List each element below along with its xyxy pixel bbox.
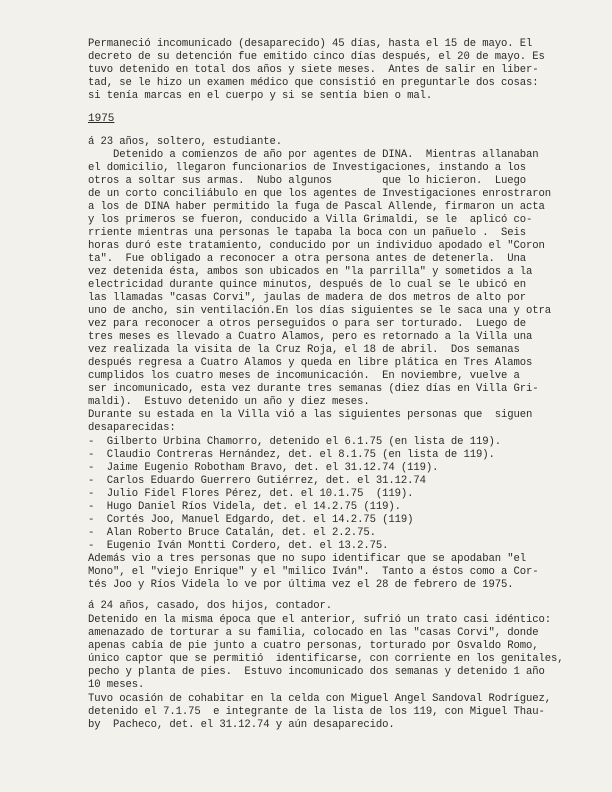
list-item: - Jaime Eugenio Robotham Bravo, det. el 31.12.74 (119).: [88, 462, 439, 474]
case-2-line: Tuvo ocasión de cohabitar en la celda con Miguel Angel Sandoval Rodríguez,: [88, 693, 552, 705]
case-2-line: by Pacheco, det. el 31.12.74 y aún desaparecido.: [88, 719, 395, 731]
case-1-line: Durante su estada en la Villa vió a las siguientes personas que siguen: [88, 409, 533, 421]
case-1-line: y los primeros se fueron, conducido a Villa Grimaldi, se le aplicó co-: [88, 214, 533, 226]
case-1-line: el domicilio, llegaron funcionarios de Investigaciones, instando a los: [88, 162, 527, 174]
list-item: - Alan Roberto Bruce Catalán, det. el 2.2.75.: [88, 527, 376, 539]
case-2-line: apenas cabía de pie junto a cuatro personas, torturado por Osvaldo Romo,: [88, 640, 539, 652]
case-2-line: amenazado de torturar a su familia, colocado en las "casas Corvi", donde: [88, 627, 539, 639]
case-2-line: único captor que se permitió identificarse, con corriente en los genitales,: [88, 653, 564, 665]
case-1-line: tres meses es llevado a Cuatro Alamos, pero es retornado a la Villa una: [88, 331, 533, 343]
intro-line: si tenía marcas en el cuerpo y si se sentía bien o mal.: [88, 90, 433, 102]
case-2-line: Detenido en la misma época que el anterior, sufrió un trato casi idéntico:: [88, 614, 552, 626]
list-item: - Julio Fidel Flores Pérez, det. el 10.1.75 (119).: [88, 488, 414, 500]
case-1-line: vez detenida ésta, ambos son ubicados en "la parrilla" y sometidos a la: [88, 266, 533, 278]
case-1-line: rriente mientras una personas le tapaba la boca con un pañuelo . Seis: [88, 227, 527, 239]
list-item: - Hugo Daniel Ríos Videla, det. el 14.2.75 (119).: [88, 501, 401, 513]
case-1-line: horas duró este tratamiento, conducido por un individuo apodado el "Coron: [88, 240, 545, 252]
case-1-line: las llamadas "casas Corvi", jaulas de madera de dos metros de alto por: [88, 292, 527, 304]
case-1-line: vez para reconocer a otros perseguidos o para ser torturado. Luego de: [88, 318, 527, 330]
intro-line: Permaneció incomunicado (desaparecido) 45 días, hasta el 15 de mayo. El: [88, 38, 533, 50]
case-1-line: ta". Fue obligado a reconocer a otra persona antes de detenerla. Una: [88, 253, 527, 265]
case-1-line: Detenido a comienzos de año por agentes de DINA. Mientras allanaban: [88, 149, 539, 161]
case-1-line: de un corto conciliábulo en que los agentes de Investigaciones enrostraron: [88, 188, 552, 200]
case-1-line: a los de DINA haber permitido la fuga de Pascal Allende, firmaron un acta: [88, 201, 545, 213]
intro-line: tad, se le hizo un examen médico que consistió en preguntarle dos cosas:: [88, 77, 539, 89]
case-1-line: ser incomunicado, esta vez durante tres semanas (diez días en Villa Gri-: [88, 383, 539, 395]
case-1-closing-line: Además vio a tres personas que no supo identificar que se apodaban "el: [88, 553, 527, 565]
case-2-line: pecho y planta de pies. Estuvo incomunicado dos semanas y detenido 1 año: [88, 666, 545, 678]
case-1-closing-line: tés Joo y Ríos Videla lo ve por última vez el 28 de febrero de 1975.: [88, 579, 514, 591]
case-1-line: desaparecidas:: [88, 422, 176, 434]
intro-line: tuvo detenido en total dos años y siete meses. Antes de salir en liber-: [88, 64, 539, 76]
case-1-closing-line: Mono", el "viejo Enrique" y el "milico Iván". Tanto a éstos como a Cor-: [88, 566, 539, 578]
case-1-line: otros a soltar sus armas. Nubo algunos que lo hicieron. Luego: [88, 175, 527, 187]
case-1-line: vez realizada la visita de la Cruz Roja, el 18 de abril. Dos semanas: [88, 344, 520, 356]
intro-line: decreto de su detención fue emitido cinco días después, el 20 de mayo. Es: [88, 51, 545, 63]
case-1-line: á 23 años, soltero, estudiante.: [88, 136, 282, 148]
list-item: - Claudio Contreras Hernández, det. el 8.1.75 (en lista de 119).: [88, 449, 495, 461]
list-item: - Gilberto Urbina Chamorro, detenido el 6.1.75 (en lista de 119).: [88, 436, 501, 448]
list-item: - Cortés Joo, Manuel Edgardo, det. el 14.2.75 (119): [88, 514, 414, 526]
case-1-line: electricidad durante quince minutos, después de lo cual se le ubicó en: [88, 279, 527, 291]
case-2-line: 10 meses.: [88, 679, 145, 691]
list-item: - Carlos Eduardo Guerrero Gutiérrez, det. el 31.12.74: [88, 475, 426, 487]
case-1-line: cumplidos los cuatro meses de incomunicación. En noviembre, vuelve a: [88, 370, 520, 382]
case-1-line: después regresa a Cuatro Alamos y queda en libre plática en Tres Alamos: [88, 357, 533, 369]
list-item: - Eugenio Iván Montti Cordero, det. el 13.2.75.: [88, 540, 389, 552]
case-1-line: uno de ancho, sin ventilación.En los días siguientes se le saca una y otra: [88, 305, 552, 317]
case-1-line: maldi). Estuvo detenido un año y diez meses.: [88, 396, 370, 408]
year-heading: 1975: [88, 113, 115, 125]
case-2-line: detenido el 7.1.75 e integrante de la lista de los 119, con Miguel Thau-: [88, 706, 545, 718]
case-2-line: á 24 años, casado, dos hijos, contador.: [88, 600, 333, 612]
